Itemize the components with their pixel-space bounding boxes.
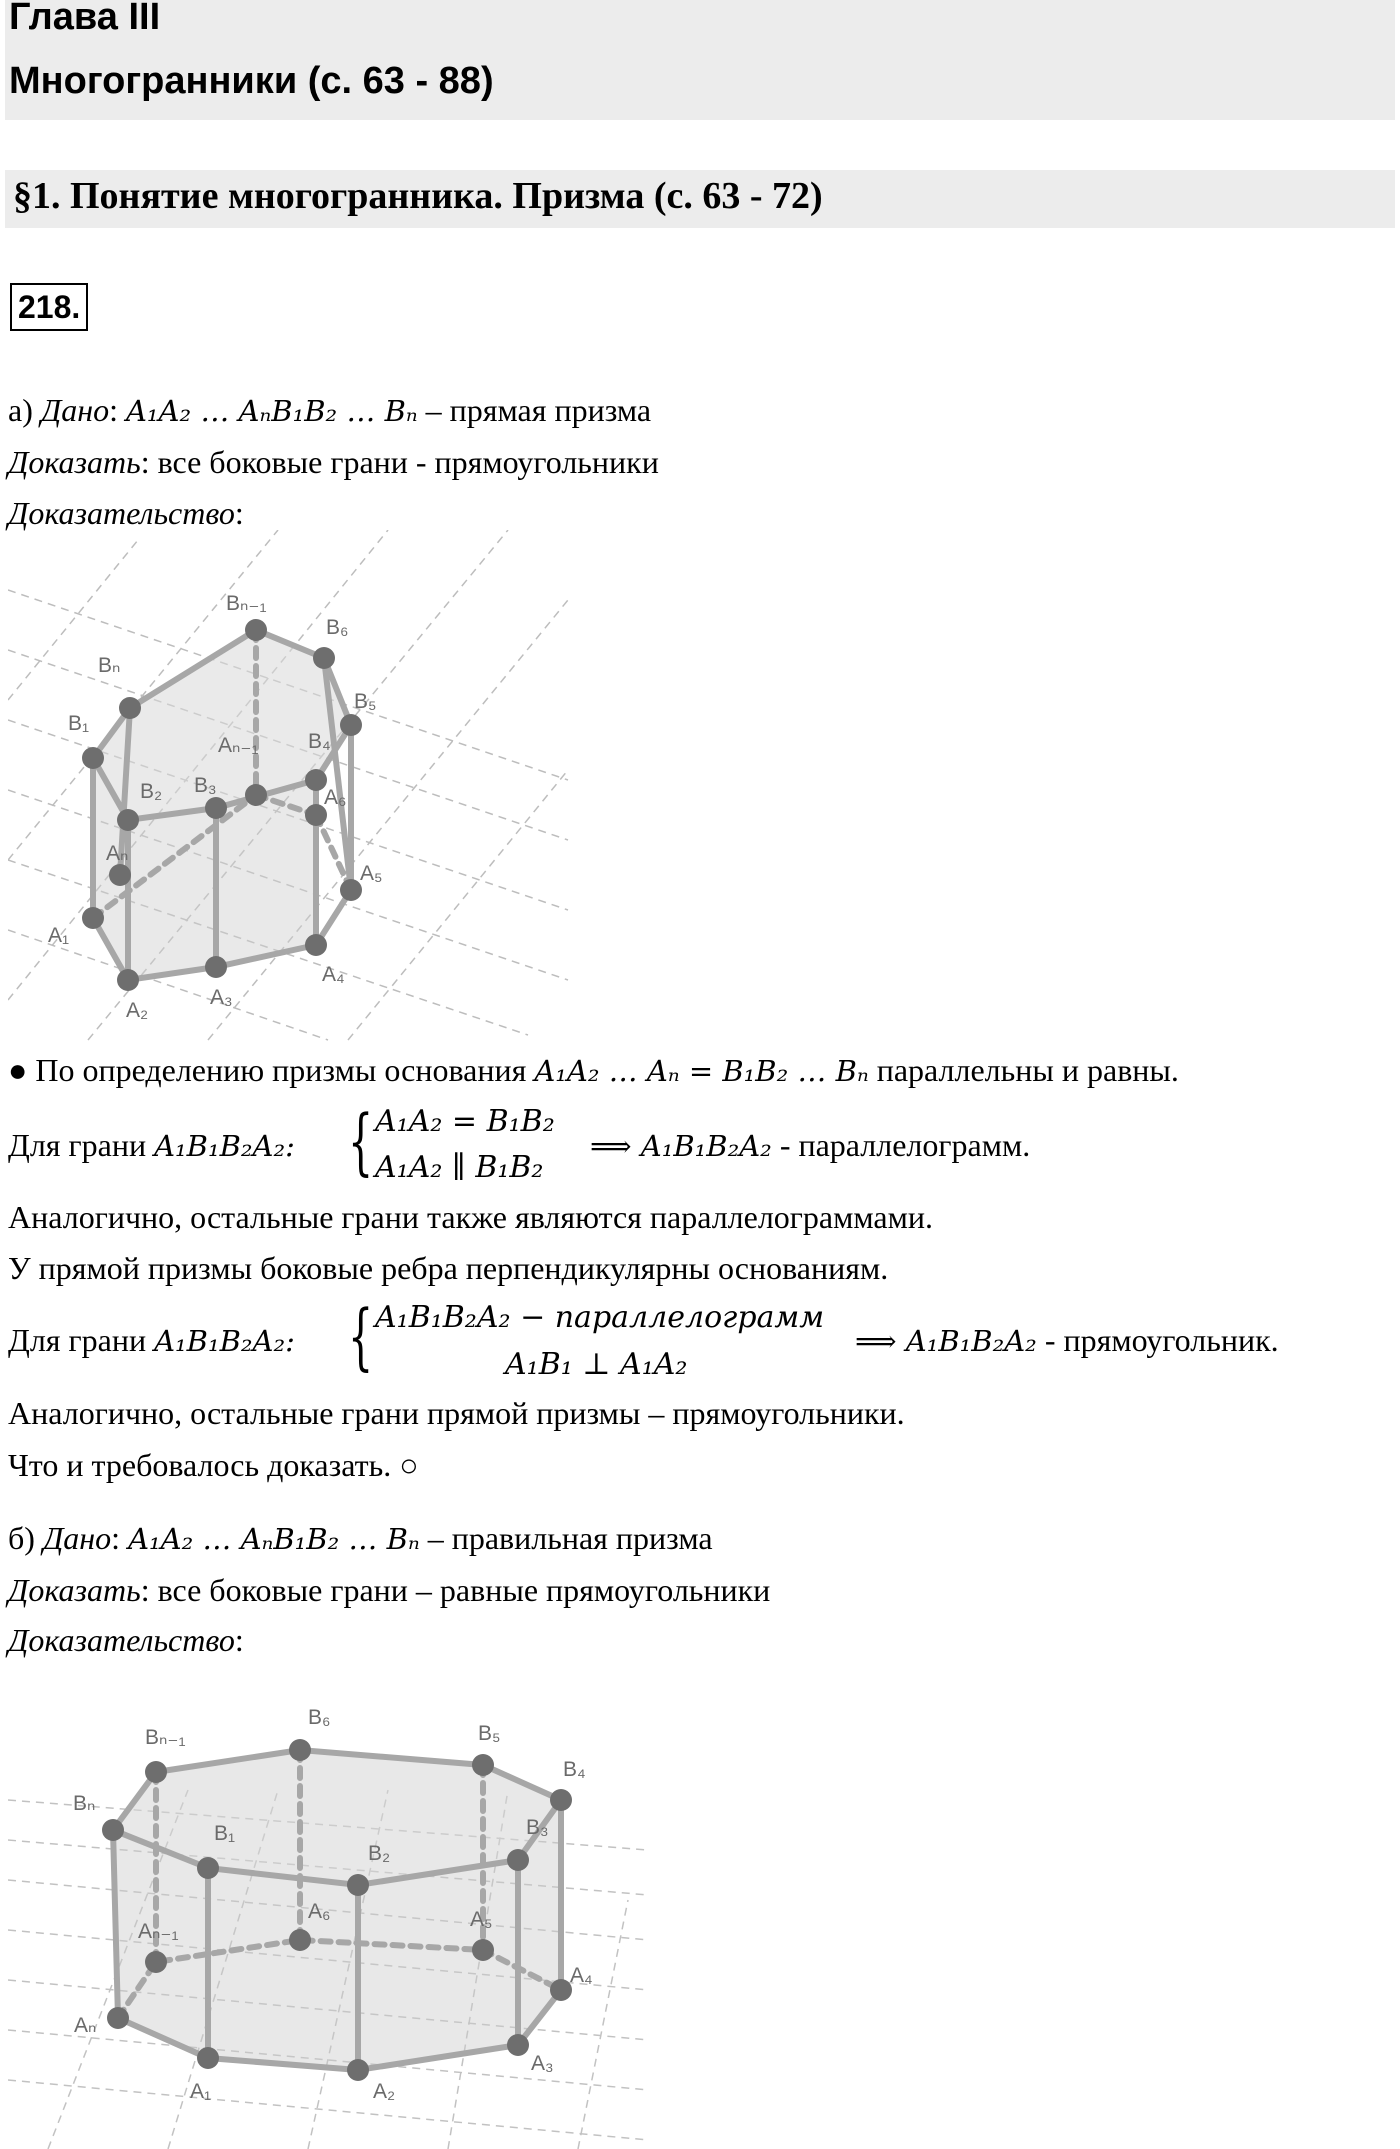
brace-2: {	[348, 1294, 374, 1378]
part-a-given: а) Дано: A₁A₂ … AₙB₁B₂ … Bₙ – прямая призма	[8, 392, 652, 428]
prism-figure-b	[8, 1700, 668, 2149]
sys1-result-text: - параллелограмм.	[779, 1127, 1031, 1163]
label-a1: A₁	[48, 924, 70, 947]
label-a6: A₆	[324, 786, 347, 809]
part-b-prove	[8, 1570, 770, 1610]
label-bn-b: Bₙ	[73, 1792, 96, 1815]
label-bn-1: Bₙ₋₁	[226, 592, 267, 615]
sys1-result: ⟹ A₁B₁B₂A₂	[590, 1129, 772, 1163]
label-b4: B₄	[308, 730, 331, 753]
label-b5: B₅	[354, 690, 377, 713]
part-a-prove	[8, 442, 659, 482]
given-label: Дано	[40, 392, 110, 428]
given-text: – прямая призма	[425, 392, 652, 428]
sys2-row2: A₁B₁ ⊥ A₁A₂	[505, 1347, 688, 1382]
label-b6-b: B₆	[308, 1706, 331, 1729]
label-a5-b: A₅	[470, 1908, 493, 1931]
b-given-expr: A₁A₂ … AₙB₁B₂ … Bₙ	[128, 1522, 420, 1556]
section-header	[5, 170, 1395, 228]
para3: У прямой призмы боковые ребра перпендикулярны основаниям.	[8, 1250, 889, 1286]
label-a3-b: A₃	[531, 2052, 554, 2075]
label-bn: Bₙ	[98, 654, 121, 677]
sys2-row1: A₁B₁B₂A₂ − параллелограмм	[375, 1300, 825, 1335]
label-b6: B₆	[326, 616, 349, 639]
chapter-header	[5, 0, 1395, 120]
prism-figure-a	[8, 530, 588, 1045]
label-a4: A₄	[322, 963, 345, 986]
label-an-1-b: Aₙ₋₁	[138, 1920, 179, 1943]
label-b2-b: B₂	[368, 1842, 391, 1865]
label-a2: A₂	[126, 999, 149, 1022]
para5: Что и требовалось доказать. ○	[8, 1447, 419, 1483]
label-a3: A₃	[210, 986, 233, 1009]
sys1-row2: A₁A₂ ∥ B₁B₂	[375, 1150, 544, 1185]
label-bn-1-b: Bₙ₋₁	[145, 1726, 186, 1749]
label-b1: B₁	[68, 712, 90, 735]
label-b5-b: B₅	[478, 1722, 501, 1745]
label-a5: A₅	[360, 862, 383, 885]
sys2-result-text: - прямоугольник.	[1044, 1322, 1279, 1358]
sys2-result: ⟹ A₁B₁B₂A₂	[855, 1324, 1037, 1358]
b-given-label: Дано	[42, 1520, 112, 1556]
sys1-result-line	[590, 1125, 1030, 1166]
label-b2: B₂	[140, 780, 163, 803]
section-title: §1. Понятие многогранника. Призма (с. 63 - 72)	[13, 175, 823, 217]
sys2-result-line	[855, 1320, 1279, 1361]
para2: Аналогично, остальные грани также являются параллелограммами.	[8, 1199, 933, 1235]
label-a2-b: A₂	[373, 2080, 396, 2103]
para1-end: параллельны и равны.	[876, 1052, 1179, 1088]
sys1-row1: A₁A₂ = B₁B₂	[375, 1104, 555, 1139]
label-a1-b: A₁	[190, 2080, 212, 2103]
proof-label: Доказательство	[8, 495, 235, 531]
para4: Аналогично, остальные грани прямой призмы – прямоугольники.	[8, 1395, 905, 1431]
part-b-prefix: б)	[8, 1520, 35, 1556]
label-an-b: Aₙ	[74, 2014, 97, 2037]
b-prove-text: : все боковые грани – равные прямоугольники	[140, 1572, 771, 1608]
label-b3: B₃	[194, 774, 217, 797]
label-a4-b: A₄	[570, 1964, 593, 1987]
part-b-given: б) Дано: A₁A₂ … AₙB₁B₂ … Bₙ – правильная призма	[8, 1520, 713, 1556]
label-an: Aₙ	[106, 842, 129, 865]
b-prove-label: Доказать	[8, 1572, 141, 1608]
b-given-text: – правильная призма	[427, 1520, 713, 1556]
face-expr: A₁B₁B₂A₂:	[154, 1129, 295, 1163]
label-b3-b: B₃	[526, 1816, 549, 1839]
face-expr-2: A₁B₁B₂A₂:	[154, 1324, 295, 1358]
chapter-title: Многогранники (с. 63 - 88)	[9, 60, 494, 102]
face-line-1	[8, 1125, 295, 1166]
para1	[8, 1050, 1179, 1091]
face-line-2	[8, 1320, 295, 1361]
face-label-2: Для грани	[8, 1322, 147, 1358]
b-proof-label: Доказательство	[8, 1622, 235, 1658]
part-b-proof-label: Доказательство:	[8, 1622, 244, 1658]
part-a-prefix: а)	[8, 392, 33, 428]
label-a6-b: A₆	[308, 1900, 331, 1923]
para1-expr: A₁A₂ … Aₙ = B₁B₂ … Bₙ	[534, 1054, 869, 1088]
part-a-proof-label: Доказательство:	[8, 495, 244, 531]
problem-number: 218.	[10, 283, 88, 331]
prove-text: : все боковые грани - прямоугольники	[140, 444, 659, 480]
label-b4-b: B₄	[563, 1758, 586, 1781]
label-an-1: Aₙ₋₁	[218, 734, 259, 757]
chapter-label: Глава III	[9, 0, 161, 38]
prove-label: Доказать	[8, 444, 141, 480]
para1-start: ● По определению призмы основания	[8, 1052, 527, 1088]
given-expr: A₁A₂ … AₙB₁B₂ … Bₙ	[125, 394, 418, 428]
label-b1-b: B₁	[214, 1822, 236, 1845]
brace-1: {	[348, 1099, 374, 1183]
face-label: Для грани	[8, 1127, 147, 1163]
